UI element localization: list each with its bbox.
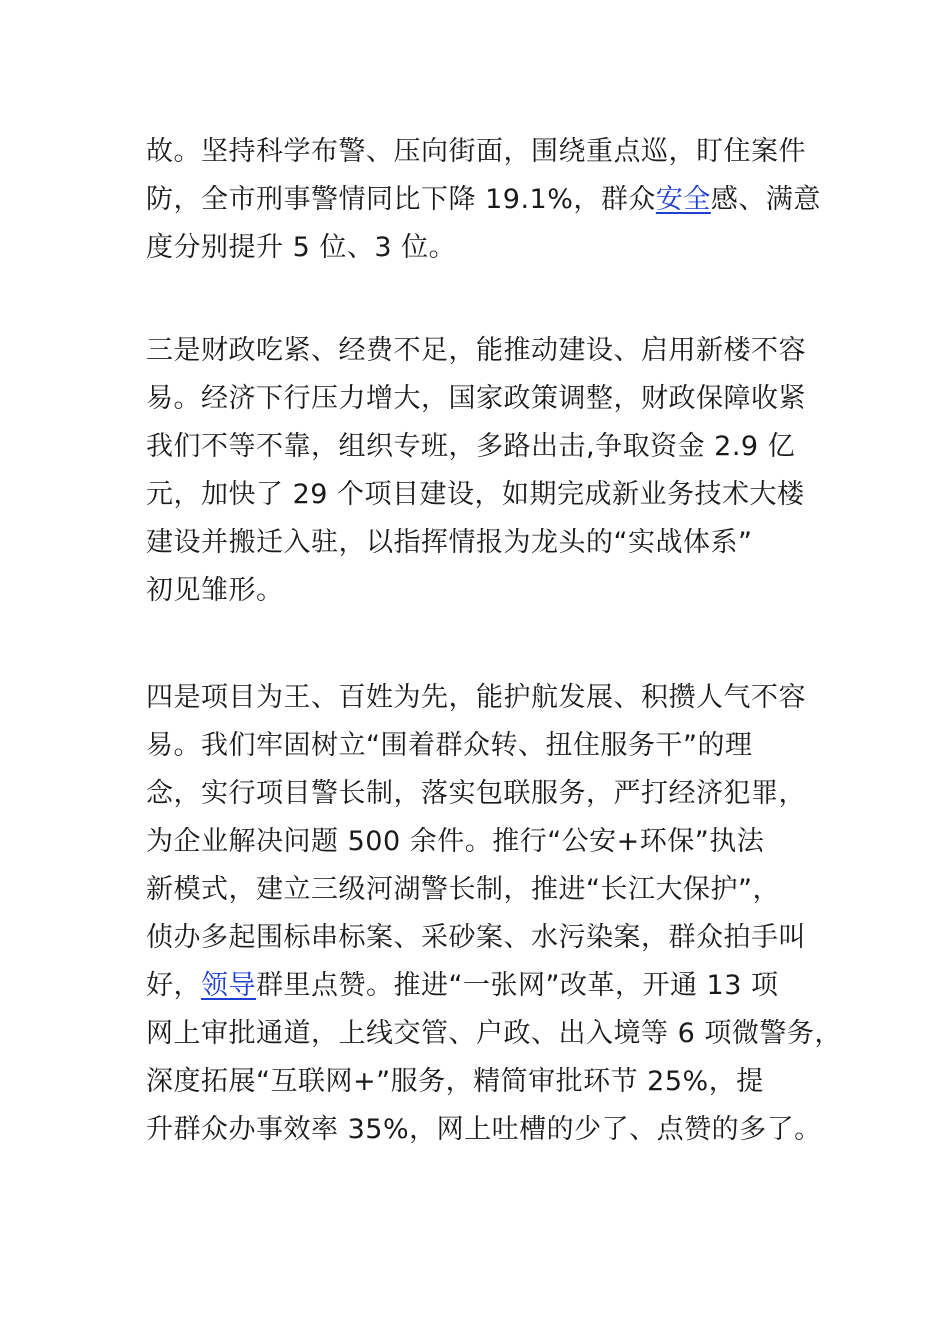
paragraph-projects: [146, 674, 846, 1154]
text-line: 为企业解决问题 500 余件。推行“公安+环保”执法: [146, 826, 765, 857]
text-line: 易。经济下行压力增大，国家政策调整，财政保障收紧: [146, 383, 806, 414]
paragraph-public-security: [146, 128, 846, 272]
link-leadership[interactable]: 领导: [201, 970, 256, 1001]
text-segment: 感、满意: [710, 184, 821, 215]
text-line: [146, 176, 846, 224]
text-segment: 好，: [146, 970, 201, 1001]
text-line: 念，实行项目警长制，落实包联服务，严打经济犯罪，: [146, 778, 806, 809]
text-line: 升群众办事效率 35%，网上吐槽的少了、点赞的多了。: [146, 1114, 822, 1145]
text-line: 度分别提升 5 位、3 位。: [146, 232, 457, 263]
text-line: 新模式，建立三级河湖警长制，推进“长江大保护”，: [146, 874, 780, 905]
text-line: [146, 962, 846, 1010]
text-line: 网上审批通道，上线交管、户政、出入境等 6 项微警务，: [146, 1018, 842, 1049]
link-safety[interactable]: 安全: [655, 184, 711, 215]
text-segment: 群里点赞。推进“一张网”改革，开通 13 项: [256, 970, 779, 1001]
text-line: 四是项目为王、百姓为先，能护航发展、积攒人气不容: [146, 682, 806, 713]
text-line: 初见雏形。: [146, 575, 284, 606]
text-line: 元，加快了 29 个项目建设，如期完成新业务技术大楼: [146, 479, 805, 510]
text-line: 侦办多起围标串标案、采砂案、水污染案，群众拍手叫: [146, 922, 806, 953]
text-line: 三是财政吃紧、经费不足，能推动建设、启用新楼不容: [146, 335, 806, 366]
text-segment: 防，全市刑事警情同比下降 19.1%，群众: [146, 184, 656, 215]
text-line: 深度拓展“互联网+”服务，精简审批环节 25%，提: [146, 1066, 764, 1097]
text-line: 易。我们牢固树立“围着群众转、扭住服务干”的理: [146, 730, 753, 761]
paragraph-finance: [146, 327, 846, 615]
text-line: 建设并搬迁入驻，以指挥情报为龙头的“实战体系”: [146, 527, 753, 558]
text-line: 故。坚持科学布警、压向街面，围绕重点巡，盯住案件: [146, 136, 806, 167]
text-line: 我们不等不靠，组织专班，多路出击,争取资金 2.9 亿: [146, 431, 796, 462]
